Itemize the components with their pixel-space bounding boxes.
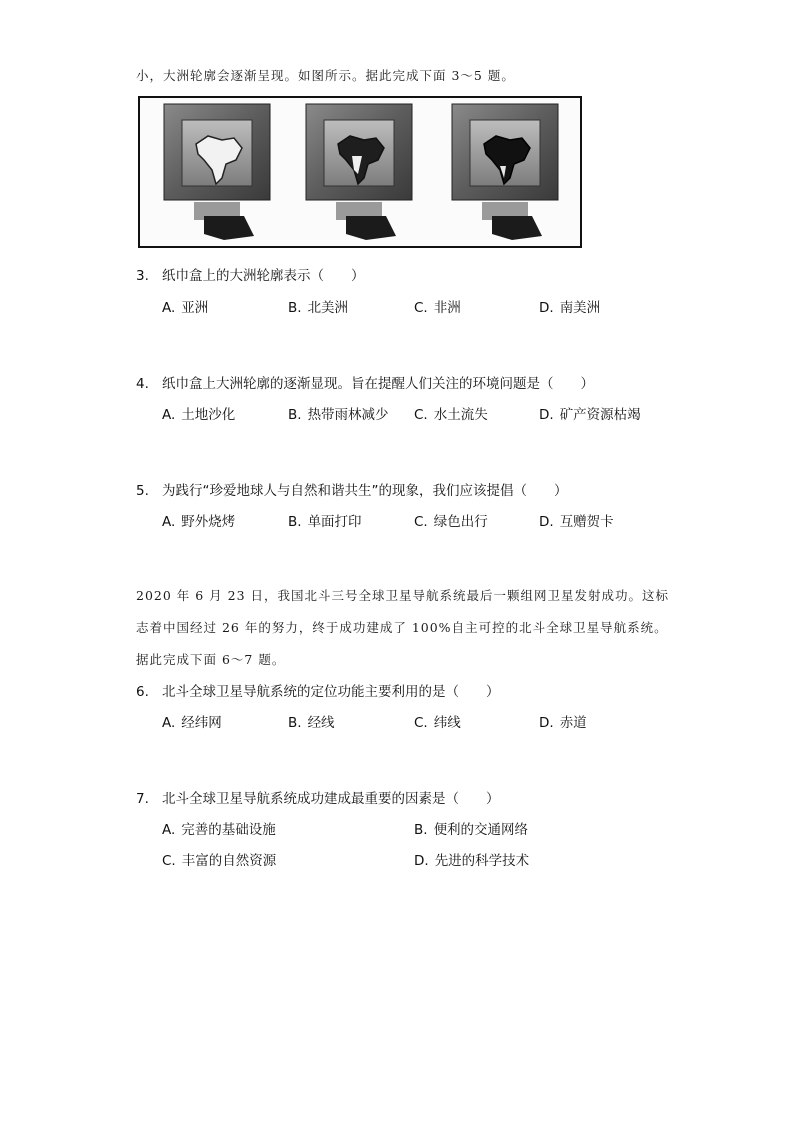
option-3a[interactable]: A. 亚洲 (162, 300, 209, 316)
question-number: 5. (136, 483, 149, 499)
option-7d[interactable]: D. 先进的科学技术 (414, 853, 530, 869)
option-6b[interactable]: B. 经线 (288, 715, 335, 731)
option-4a[interactable]: A. 土地沙化 (162, 407, 236, 423)
intro-2-line-3: 据此完成下面 6～7 题。 (136, 652, 286, 667)
question-5 (136, 479, 568, 499)
tissue-box-3 (452, 104, 558, 240)
option-4b[interactable]: B. 热带雨林减少 (288, 407, 389, 423)
tissue-box-2 (306, 104, 412, 240)
option-3c[interactable]: C. 非洲 (414, 300, 461, 316)
intro-2-line-2: 志着中国经过 26 年的努力，终于成功建成了 100%自主可控的北斗全球卫星导航系统。 (136, 620, 668, 635)
option-5b[interactable]: B. 单面打印 (288, 514, 362, 530)
question-number: 4. (136, 376, 149, 392)
option-5c[interactable]: C. 绿色出行 (414, 514, 488, 530)
tissue-box-1 (164, 104, 270, 240)
option-7a[interactable]: A. 完善的基础设施 (162, 822, 276, 838)
question-stem: 为践行“珍爱地球人与自然和谐共生”的现象，我们应该提倡（ ） (162, 483, 568, 499)
option-6d[interactable]: D. 赤道 (539, 715, 587, 731)
tissue-box-photos (140, 98, 580, 246)
question-number: 7. (136, 791, 149, 807)
question-stem: 纸巾盒上大洲轮廓的逐渐显现。旨在提醒人们关注的环境问题是（ ） (162, 376, 594, 392)
question-number: 3. (136, 268, 149, 284)
option-3b[interactable]: B. 北美洲 (288, 300, 349, 316)
option-7b[interactable]: B. 便利的交通网络 (414, 822, 529, 838)
question-3 (136, 264, 365, 284)
question-7 (136, 787, 500, 807)
question-stem: 北斗全球卫星导航系统成功建成最重要的因素是（ ） (162, 791, 500, 807)
option-3d[interactable]: D. 南美洲 (539, 300, 601, 316)
option-4d[interactable]: D. 矿产资源枯竭 (539, 407, 641, 423)
intro-2-line-1: 2020 年 6 月 23 日，我国北斗三号全球卫星导航系统最后一颗组网卫星发射成功。这标 (136, 588, 670, 603)
option-5d[interactable]: D. 互赠贺卡 (539, 514, 614, 530)
question-4 (136, 372, 594, 392)
question-stem: 北斗全球卫星导航系统的定位功能主要利用的是（ ） (162, 684, 500, 700)
question-number: 6. (136, 684, 149, 700)
option-6c[interactable]: C. 纬线 (414, 715, 461, 731)
option-4c[interactable]: C. 水土流失 (414, 407, 488, 423)
option-7c[interactable]: C. 丰富的自然资源 (162, 853, 277, 869)
question-stem: 纸巾盒上的大洲轮廓表示（ ） (162, 268, 365, 284)
tissue-box-figure (138, 96, 582, 248)
option-6a[interactable]: A. 经纬网 (162, 715, 222, 731)
intro-line: 小，大洲轮廓会逐渐呈现。如图所示。据此完成下面 3～5 题。 (136, 68, 515, 83)
question-6 (136, 680, 500, 700)
option-5a[interactable]: A. 野外烧烤 (162, 514, 236, 530)
